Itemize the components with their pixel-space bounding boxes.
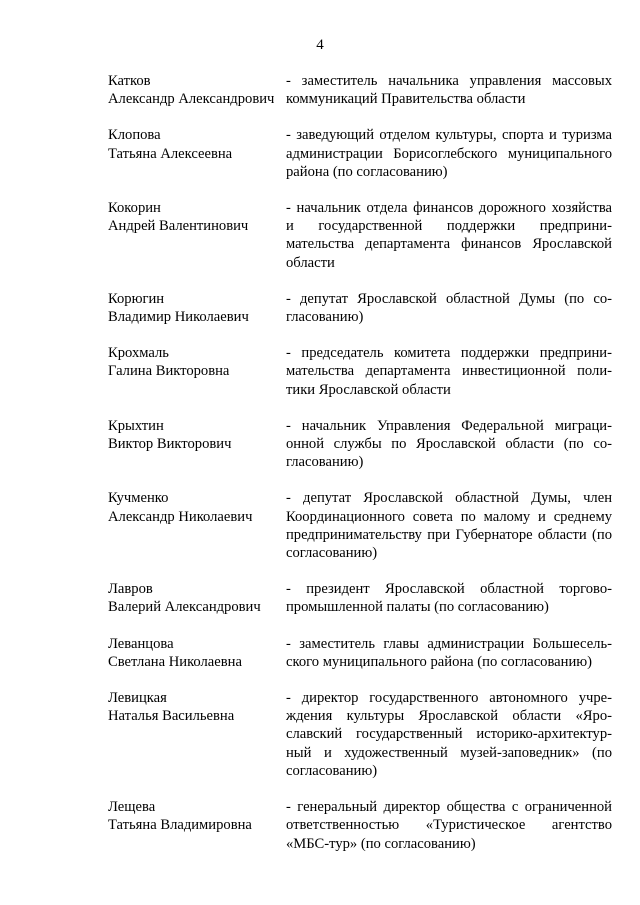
member-surname: Лещева [108,799,156,816]
member-given-names: Татьяна Алексеевна [108,145,233,162]
member-given-names: Валерий Александрович [108,599,261,616]
member-given-names: Владимир Николаевич [108,309,249,326]
member-name [108,580,286,616]
member-name [108,199,286,235]
member-position: - директор государственного автономного учреждения культуры Ярославской области «Ярославский государственный историко-архитектурный и художественный музей-заповедник» (по согласованию) [286,690,612,779]
member-given-names: Андрей Валентинович [108,218,249,235]
member-given-names: Татьяна Владимировна [108,817,252,834]
member-name [108,417,286,453]
member-name [108,689,286,725]
member-surname: Клопова [108,127,161,144]
member-list [108,72,612,871]
member-position: - начальник Управления Федеральной миграционной службы по Ярославской области (по согласованию) [286,417,612,471]
list-item [108,798,612,853]
member-surname: Кучменко [108,490,169,507]
list-item [108,689,612,780]
member-name [108,126,286,162]
member-position: - заведующий отделом культуры, спорта и туризма администрации Борисоглебского муниципального района (по согласованию) [286,127,612,180]
member-surname: Леванцова [108,635,174,652]
member-position: - заместитель главы администрации Большесельского муниципального района (по согласованию) [286,635,612,670]
member-position: - заместитель начальника управления массовых коммуникаций Правительства области [286,73,612,108]
member-position: - депутат Ярославской областной Думы, член Координационного совета по малому и среднему предпринимательству при Губернаторе области (по согласованию) [286,490,612,562]
member-position: - депутат Ярославской областной Думы (по согласованию) [286,290,612,326]
member-surname: Крыхтин [108,417,164,434]
member-surname: Крохмаль [108,345,169,362]
member-surname: Катков [108,73,151,89]
member-surname: Корюгин [108,290,165,307]
member-surname: Кокорин [108,200,161,217]
member-name [108,635,286,671]
list-item [108,199,612,272]
member-surname: Левицкая [108,690,167,707]
member-name [108,489,286,525]
list-item [108,72,612,108]
list-item [108,580,612,616]
list-item [108,344,612,399]
list-item [108,417,612,472]
member-position: - начальник отдела финансов дорожного хозяйства и государственной поддержки предпринимательства департамента финансов Ярославской области [286,200,612,271]
member-position: - председатель комитета поддержки предпринимательства департамента инвестиционной политики Ярославской области [286,345,612,398]
member-name [108,798,286,834]
member-given-names: Наталья Васильевна [108,708,235,725]
member-name [108,344,286,380]
member-given-names: Александр Александрович [108,91,275,108]
member-given-names: Галина Викторовна [108,363,230,380]
list-item [108,126,612,181]
member-surname: Лавров [108,581,153,598]
member-position: - президент Ярославской областной торгово-промышленной палаты (по согласованию) [286,581,612,616]
list-item [108,635,612,671]
member-given-names: Александр Николаевич [108,508,253,525]
page-number: 4 [316,37,324,53]
list-item [108,290,612,326]
list-item [108,489,612,562]
member-given-names: Светлана Николаевна [108,653,242,670]
member-name [108,72,286,108]
member-name [108,290,286,326]
member-position: - генеральный директор общества с ограниченной ответственностью «Туристическое агентство «МБС-тур» (по согласованию) [286,799,612,852]
member-given-names: Виктор Викторович [108,436,232,453]
